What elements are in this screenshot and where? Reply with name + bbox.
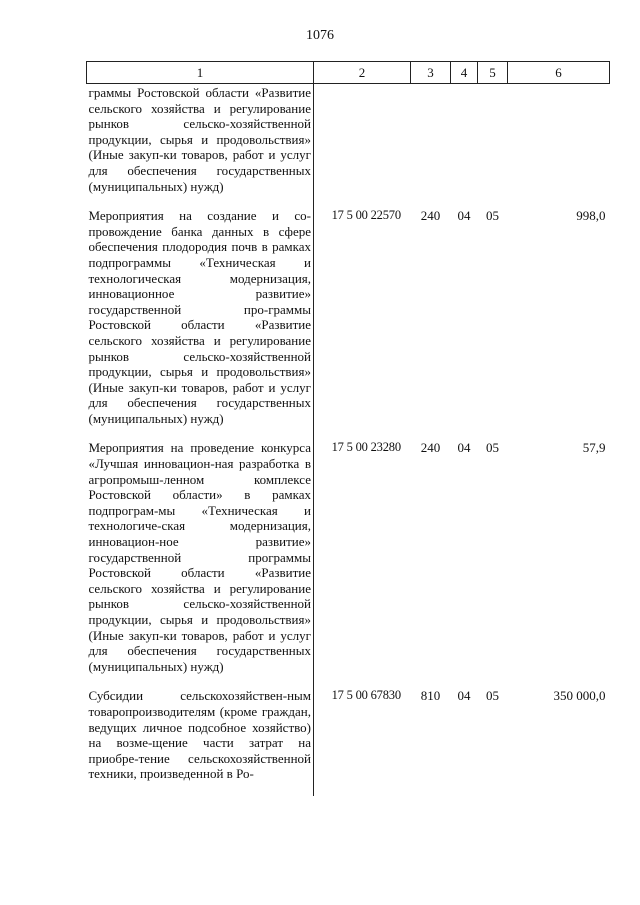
row-subsection: 05 [486, 208, 499, 224]
row-amount: 998,0 [576, 208, 606, 224]
row-expense-type: 240 [420, 440, 441, 456]
table-row [87, 440, 610, 688]
column-header-1: 1 [87, 62, 314, 84]
column-header-2: 2 [314, 62, 411, 84]
row-target-code: 17 5 00 22570 [331, 208, 401, 223]
row-expense-type: 240 [420, 208, 441, 224]
column-header-5: 5 [478, 62, 508, 84]
row-section: 04 [457, 688, 471, 704]
row-amount: 57,9 [582, 440, 606, 456]
row-section: 04 [457, 208, 471, 224]
row-subsection: 05 [486, 688, 499, 704]
column-header-6: 6 [508, 62, 610, 84]
row-expense-type: 810 [420, 688, 441, 704]
column-header-4: 4 [451, 62, 478, 84]
row-description: Мероприятия на проведение конкурса «Лучшая инновацион-ная разработка в агропромыш-ленном комплексе Ростовской области» в рамках подпрограм-мы «Техническая и технологиче-ская модернизация, инновацион-ное развитие» государственной программы Ростовской области «Развитие сельского хозяйства и регулирование рынков сельско-хозяйственной продукции, сырья и продовольствия» (Иные закуп-ки товаров, работ и услуг для обеспечения государственных (муниципальных) нужд) [87, 440, 314, 688]
row-target-code: 17 5 00 23280 [331, 440, 401, 455]
budget-table [86, 61, 610, 796]
table-row-continuation [87, 84, 610, 209]
table-row [87, 208, 610, 440]
header-row [87, 62, 610, 84]
row-section: 04 [457, 440, 471, 456]
row-target-code: 17 5 00 67830 [331, 688, 401, 703]
continuation-description: граммы Ростовской области «Развитие сельского хозяйства и регулирование рынков сельско-хозяйственной продукции, сырья и продовольствия» (Иные закуп-ки товаров, работ и услуг для обеспечения государственных (муниципальных) нужд) [87, 84, 314, 209]
row-description: Субсидии сельскохозяйствен-ным товаропроизводителям (кроме граждан, ведущих личное подсобное хозяйство) на возме-щение части затрат на приобре-тение сельскохозяйственной техники, произведенной в Ро- [87, 688, 314, 796]
page-number: 1076 [306, 28, 334, 43]
row-subsection: 05 [486, 440, 499, 456]
row-amount: 350 000,0 [553, 688, 606, 704]
column-header-3: 3 [411, 62, 451, 84]
row-description: Мероприятия на создание и со-провождение банка данных в сфере обеспечения плодородия почв в рамках подпрограммы «Техническая и технологическая модернизация, инновационное развитие» государственной про-граммы Ростовской области «Развитие сельского хозяйства и регулирование рынков сельско-хозяйственной продукции, сырья и продовольствия» (Иные закуп-ки товаров, работ и услуг для обеспечения государственных (муниципальных) нужд) [87, 208, 314, 440]
table-row [87, 688, 610, 796]
